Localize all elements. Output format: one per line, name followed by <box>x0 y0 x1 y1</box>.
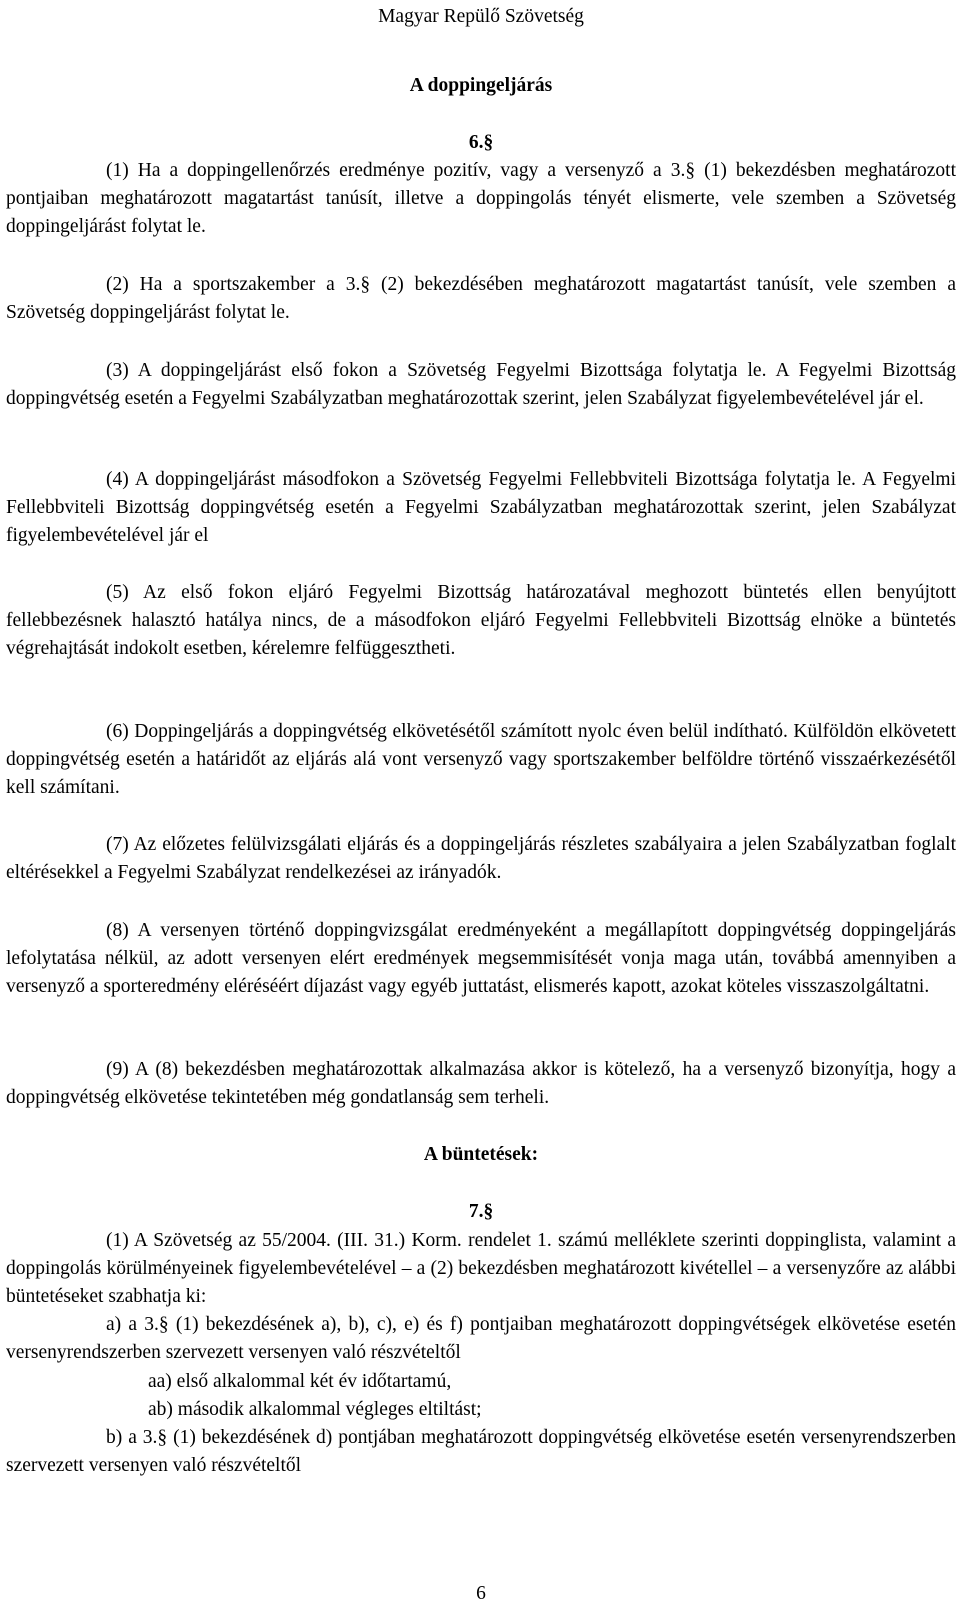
page-number: 6 <box>476 1583 486 1604</box>
paragraph-6-1: (1) Ha a doppingellenőrzés eredménye pozitív, vagy a versenyző a 3.§ (1) bekezdésben meghatározott pontjaiban meghatározott magatartást tanúsít, illetve a doppingolás tényét elismerte, vele szemben a Szövetség doppingeljárást folytat le. <box>6 160 956 237</box>
paragraph-6-4: (4) A doppingeljárást másodfokon a Szövetség Fegyelmi Fellebbviteli Bizottsága folytatja le. A Fegyelmi Fellebbviteli Bizottság doppingvétség esetén a Fegyelmi Szabályzatban meghatározottak szerint, jelen Szabályzat figyelembevételével jár el <box>6 469 956 546</box>
paragraph-7-1: (1) A Szövetség az 55/2004. (III. 31.) Korm. rendelet 1. számú melléklete szerinti doppinglista, valamint a doppingolás körülményeinek figyelembevételével – a (2) bekezdésben meghatározott kivétellel – a versenyzőre az alábbi büntetéseket szabhatja ki: <box>6 1230 956 1307</box>
paragraph-6-3: (3) A doppingeljárást első fokon a Szövetség Fegyelmi Bizottsága folytatja le. A Fegyelmi Bizottság doppingvétség esetén a Fegyelmi Szabályzatban meghatározottak szerint, jelen Szabályzat figyelembevételével jár el. <box>6 360 956 409</box>
section-title-penalties: A büntetések: <box>423 1144 539 1165</box>
list-item-b: b) a 3.§ (1) bekezdésének d) pontjában meghatározott doppingvétség elkövetése esetén versenyrendszerben szervezett versenyen való részvételtől <box>6 1427 956 1476</box>
section-number-6: 6.§ <box>468 132 494 153</box>
list-item-aa: aa) első alkalommal két év időtartamú, <box>148 1371 452 1392</box>
list-item-ab: ab) második alkalommal végleges eltiltást; <box>148 1399 482 1420</box>
paragraph-6-5: (5) Az első fokon eljáró Fegyelmi Bizottság határozatával meghozott büntetés ellen benyújtott fellebbezésnek halasztó hatálya nincs, de a másodfokon eljáró Fegyelmi Fellebbviteli Bizottság elnöke a büntetés végrehajtását indokolt esetben, kérelemre felfüggesztheti. <box>6 582 956 659</box>
paragraph-6-8: (8) A versenyen történő doppingvizsgálat eredményeként a megállapított doppingvétség doppingeljárás lefolytatása nélkül, az adott versenyen elért eredmények megsemmisítését vonja maga után, továbbá amennyiben a versenyző a sporteredmény eléréséért díjazást vagy egyéb juttatást, elismerés kapott, azokat köteles visszaszolgáltatni. <box>6 920 956 997</box>
paragraph-6-7: (7) Az előzetes felülvizsgálati eljárás és a doppingeljárás részletes szabályaira a jelen Szabályzatban foglalt eltérésekkel a Fegyelmi Szabályzat rendelkezései az irányadók. <box>6 834 956 883</box>
paragraph-6-2: (2) Ha a sportszakember a 3.§ (2) bekezdésében meghatározott magatartást tanúsít, vele szemben a Szövetség doppingeljárást folytat le. <box>6 274 956 323</box>
page-header: Magyar Repülő Szövetség <box>378 6 584 27</box>
paragraph-6-6: (6) Doppingeljárás a doppingvétség elkövetésétől számított nyolc éven belül indítható. Külföldön elkövetett doppingvétség esetén a határidőt az eljárás alá vont versenyző vagy sportszakember belföldre történő visszaérkezésétől kell számítani. <box>6 721 956 798</box>
section-title-doping-procedure: A doppingeljárás <box>409 75 553 96</box>
paragraph-6-9: (9) A (8) bekezdésben meghatározottak alkalmazása akkor is kötelező, ha a versenyző bizonyítja, hogy a doppingvétség elkövetése tekintetében még gondatlanság sem terheli. <box>6 1059 956 1108</box>
list-item-a: a) a 3.§ (1) bekezdésének a), b), c), e) és f) pontjaiban meghatározott doppingvétségek elkövetése esetén versenyrendszerben szervezett versenyen való részvételtől <box>6 1314 956 1363</box>
section-number-7: 7.§ <box>468 1201 494 1222</box>
